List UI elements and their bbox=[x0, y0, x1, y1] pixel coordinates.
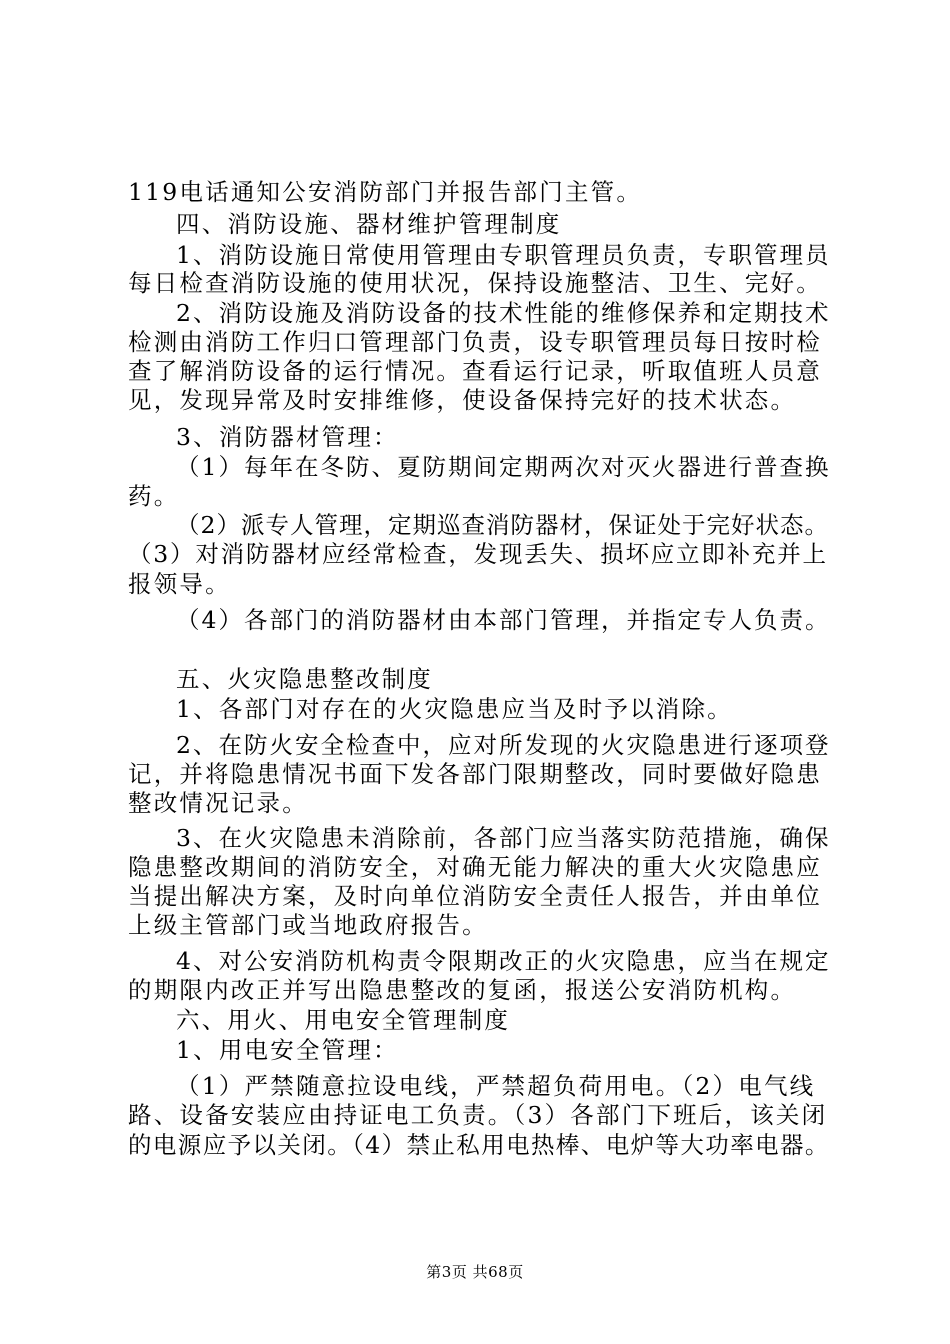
text-line: 4、对公安消防机构责令限期改正的火灾隐患，应当在规定 bbox=[176, 947, 831, 975]
section-heading: 五、火灾隐患整改制度 bbox=[176, 665, 433, 693]
section-heading: 六、用火、用电安全管理制度 bbox=[176, 1006, 511, 1034]
text-line: 查了解消防设备的运行情况。查看运行记录，听取值班人员意 bbox=[128, 357, 822, 385]
text-line: 当提出解决方案，及时向单位消防安全责任人报告，并由单位 bbox=[128, 882, 822, 910]
page-number-footer: 第3页 共68页 bbox=[426, 1263, 524, 1281]
text-line: 3、消防器材管理： bbox=[176, 423, 399, 451]
text-line: 上级主管部门或当地政府报告。 bbox=[128, 911, 488, 939]
text-line: （1）每年在冬防、夏防期间定期两次对灭火器进行普查换 bbox=[176, 453, 831, 481]
text-line: 的期限内改正并写出隐患整改的复函，报送公安消防机构。 bbox=[128, 976, 797, 1004]
text-line: 路、设备安装应由持证电工负责。（3）各部门下班后，该关闭 bbox=[128, 1101, 828, 1129]
text-line: 119电话通知公安消防部门并报告部门主管。 bbox=[128, 178, 643, 206]
text-line: （2）派专人管理，定期巡查消防器材，保证处于完好状态。 bbox=[176, 511, 829, 539]
text-line: 药。 bbox=[128, 482, 180, 510]
text-line: 记，并将隐患情况书面下发各部门限期整改，同时要做好隐患 bbox=[128, 760, 822, 788]
text-line: 1、消防设施日常使用管理由专职管理员负责，专职管理员 bbox=[176, 241, 831, 269]
text-line: 1、各部门对存在的火灾隐患应当及时予以消除。 bbox=[176, 695, 733, 723]
text-line: 整改情况记录。 bbox=[128, 789, 308, 817]
text-line: 2、消防设施及消防设备的技术性能的维修保养和定期技术 bbox=[176, 299, 831, 327]
text-line: 3、在火灾隐患未消除前，各部门应当落实防范措施，确保 bbox=[176, 824, 831, 852]
text-line: 隐患整改期间的消防安全，对确无能力解决的重大火灾隐患应 bbox=[128, 853, 822, 881]
text-line: 见，发现异常及时安排维修，使设备保持完好的技术状态。 bbox=[128, 386, 797, 414]
text-line: 检测由消防工作归口管理部门负责，设专职管理员每日按时检 bbox=[128, 328, 822, 356]
section-heading: 四、消防设施、器材维护管理制度 bbox=[176, 210, 562, 238]
text-line: 2、在防火安全检查中，应对所发现的火灾隐患进行逐项登 bbox=[176, 731, 831, 759]
text-line: 的电源应予以关闭。（4）禁止私用电热棒、电炉等大功率电器。 bbox=[128, 1131, 830, 1159]
text-line: （3）对消防器材应经常检查，发现丢失、损坏应立即补充并上 bbox=[128, 540, 828, 568]
text-line: 每日检查消防设施的使用状况，保持设施整洁、卫生、完好。 bbox=[128, 269, 822, 297]
text-line: 报领导。 bbox=[128, 570, 231, 598]
text-line: （4）各部门的消防器材由本部门管理，并指定专人负责。 bbox=[176, 606, 831, 634]
text-line: （1）严禁随意拉设电线，严禁超负荷用电。（2）电气线 bbox=[176, 1072, 816, 1100]
text-line: 1、用电安全管理： bbox=[176, 1036, 399, 1064]
